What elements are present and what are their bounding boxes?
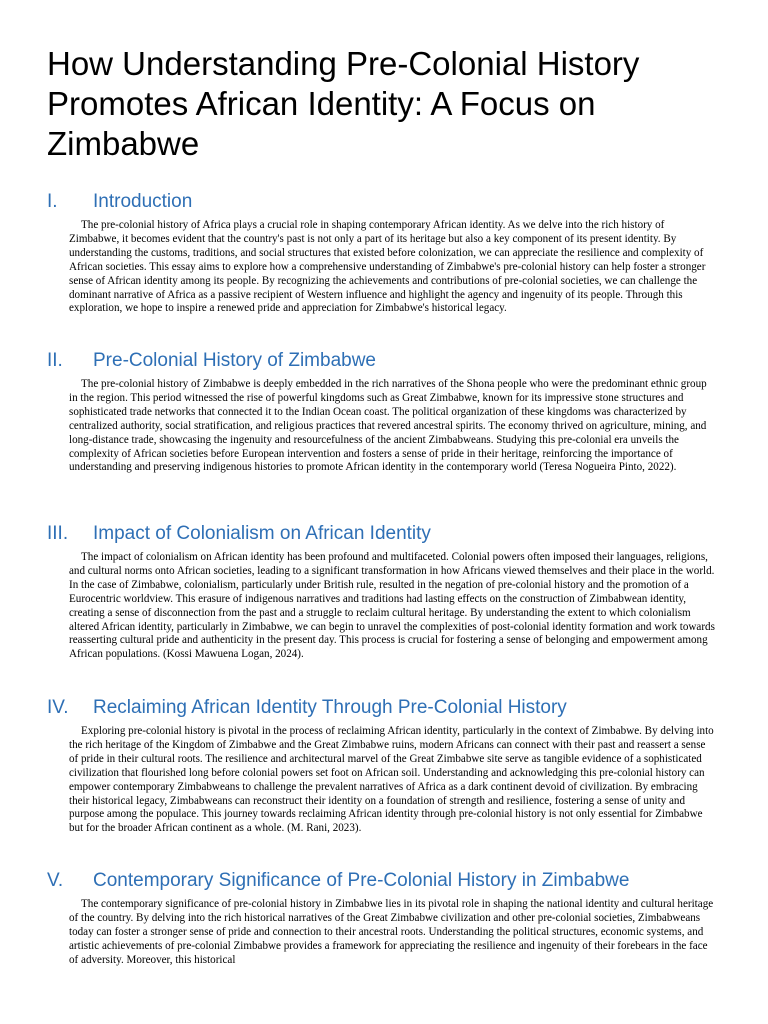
section-paragraph: The pre-colonial history of Zimbabwe is deeply embedded in the rich narratives of the Shona people who were the predominant ethnic group in the region. This period witnessed the rise of powerful kingdoms such as Great Zimbabwe, known for its impressive stone structures and sophisticated trade networks that connected it to the Indian Ocean coast. The political organization of these kingdoms was characterized by centralized authority, social stratification, and religious practices that revered ancestral spirits. The economy thrived on agriculture, mining, and long-distance trade, showcasing the ingenuity and resourcefulness of the ancient Zimbabweans. Studying this pre-colonial era unveils the complexity of African societies before European intervention and fosters a sense of pride in their heritage, reinforcing the importance of understanding and preserving indigenous histories to promote African identity in the contemporary world (Teresa Nogueira Pinto, 2022). <box>69 378 707 474</box>
section-paragraph: The pre-colonial history of Africa plays a crucial role in shaping contemporary African identity. As we delve into the rich history of Zimbabwe, it becomes evident that the country's past is not only a part of its heritage but also a key component of its present identity. By understanding the customs, traditions, and social structures that existed before colonization, we can appreciate the resilience and complexity of African societies. This essay aims to explore how a comprehensive understanding of Zimbabwe's pre-colonial history can help foster a stronger sense of African identity among its people. By recognizing the achievements and contributions of pre-colonial societies, we can challenge the dominant narrative of Africa as a passive recipient of Western influence and highlight the agency and ingenuity of its people. Through this exploration, we hope to inspire a renewed pride and appreciation for Zimbabwe's historical legacy. <box>69 219 706 315</box>
section-paragraph: The contemporary significance of pre-colonial history in Zimbabwe lies in its pivotal role in shaping the national identity and cultural heritage of the country. By delving into the rich historical narratives of the Great Zimbabwe civilization and other pre-colonial societies, Zimbabweans today can foster a stronger sense of pride and connection to their ancestral roots. Understanding the political structures, economic systems, and artistic achievements of pre-colonial Zimbabwe provides a framework for appreciating the resilience and ingenuity of their forebears in the face of adversity. Moreover, this historical <box>69 898 714 966</box>
section-heading <box>47 191 192 213</box>
section-heading <box>47 870 629 892</box>
section-title: Introduction <box>93 191 193 212</box>
section-number: II. <box>47 350 63 371</box>
section-title: Contemporary Significance of Pre-Colonial History in Zimbabwe <box>93 870 630 891</box>
section-paragraph: Exploring pre-colonial history is pivotal in the process of reclaiming African identity, particularly in the context of Zimbabwe. By delving into the rich heritage of the Kingdom of Zimbabwe and the Great Zimbabwe ruins, modern Africans can connect with their past and reassert a sense of pride in their cultural roots. The resilience and architectural marvel of the Great Zimbabwe site serve as tangible evidence of a sophisticated civilization that flourished long before colonial powers set foot on African soil. Understanding and acknowledging this pre-colonial history can empower contemporary Zimbabweans to challenge the prevalent narratives of Africa as a dark continent devoid of civilization. By embracing their historical legacy, Zimbabweans can reconstruct their identity on a foundation of strength and resilience, fostering a sense of unity and purpose among the populace. This journey towards reclaiming African identity through pre-colonial history is not only essential for Zimbabwe but for the broader African continent as a whole. (M. Rani, 2023). <box>69 725 714 835</box>
section-number: V. <box>47 870 64 891</box>
section-number: I. <box>47 191 58 212</box>
section-number: III. <box>47 523 69 544</box>
section-title: Impact of Colonialism on African Identity <box>93 523 431 544</box>
section-title: Reclaiming African Identity Through Pre-Colonial History <box>93 697 567 718</box>
section-paragraph: The impact of colonialism on African identity has been profound and multifaceted. Colonial powers often imposed their languages, religions, and cultural norms onto African societies, leading to a significant transformation in how Africans viewed themselves and their place in the world. In the case of Zimbabwe, colonialism, particularly under British rule, resulted in the negation of pre-colonial history and the promotion of a Eurocentric worldview. This erasure of indigenous narratives and traditions had lasting effects on the construction of Zimbabwean identity, creating a sense of disconnection from the past and a struggle to reclaim cultural heritage. By understanding the extent to which colonialism altered African identity, particularly in Zimbabwe, we can begin to unravel the complexities of post-colonial identity formation and work towards reasserting cultural pride and authenticity in the present day. This process is crucial for fostering a sense of belonging and empowerment among African populations. (Kossi Mawuena Logan, 2024). <box>69 551 715 661</box>
section-heading <box>47 697 567 719</box>
section-heading <box>47 350 376 372</box>
section-number: IV. <box>47 697 69 718</box>
section-heading <box>47 523 431 545</box>
document-title: How Understanding Pre-Colonial History Promotes African Identity: A Focus on Zimbabwe <box>47 45 640 162</box>
section-title: Pre-Colonial History of Zimbabwe <box>93 350 376 371</box>
